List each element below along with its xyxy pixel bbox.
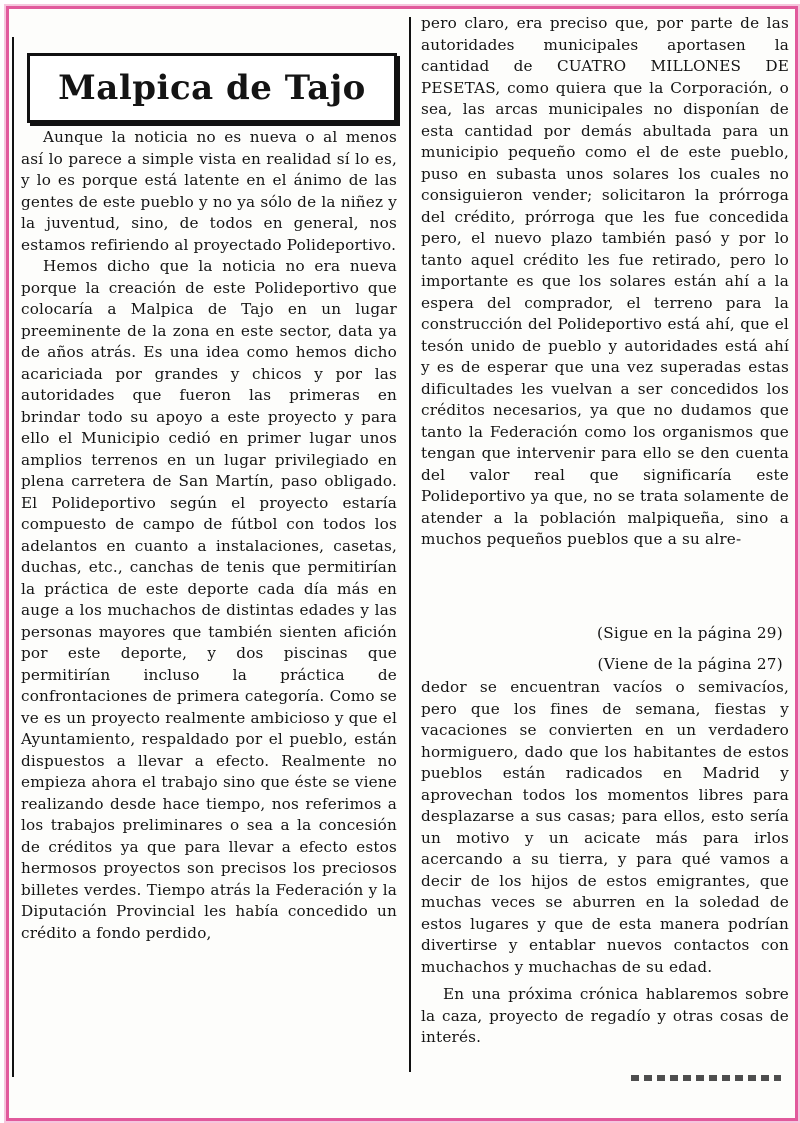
paragraph: Aunque la noticia no es nueva o al menos así lo parece a simple vista en realidad sí lo es, y lo es porque está latente en el ánimo de las gentes de este pueblo y no ya sólo de la niñez y la juventud, sino, de todos en general, nos estamos refiriendo al proyectado Polideportivo. — [21, 128, 397, 254]
right-column-top — [421, 13, 789, 551]
headline: Malpica de Tajo — [58, 68, 366, 108]
continued-on-note: (Sigue en la página 29) — [596, 624, 783, 642]
paragraph: Hemos dicho que la noticia no era nueva porque la creación de este Polideportivo que colocaría a Malpica de Tajo en un lugar preeminente de la zona en este sector, data ya de años atrás. Es una idea como hemos dicho acariciada por grandes y chicos y por las autoridades que fueron las primeras en brindar todo su apoyo a este proyecto y para ello el Municipio cedió en primer lugar unos amplios terrenos en un lugar privilegiado en plena carretera de San Martín, paso obligado. El Polideportivo según el proyecto estaría compuesto de campo de fútbol con todos los adelantos en cuanto a instalaciones, casetas, duchas, etc., canchas de tenis que permitirían la práctica de este deporte cada día más en auge a los muchachos de distintas edades y las personas mayores que también sienten afición por este deporte, y dos piscinas que permitirían incluso la práctica de confrontaciones de primera categoría. Como se ve es un proyecto realmente ambicioso y que el Ayuntamiento, respaldado por el pueblo, están dispuestos a llevar a efecto. Realmente no empieza ahora el trabajo sino que éste se viene realizando desde hace tiempo, nos referimos a los trabajos preliminares o sea a la concesión de créditos ya que para llevar a efecto estos hermosos proyectos son precisos los preciosos billetes verdes. Tiempo atrás la Federación y la Diputación Provincial les había concedido un crédito a fondo perdido, — [21, 257, 397, 942]
paragraph: dedor se encuentran vacíos o semivacíos, pero que los fines de semana, fiestas y vacaciones se convierten en un verdadero hormiguero, dado que los habitantes de estos pueblos están radicados en Madrid y aprovechan todos los momentos libres para desplazarse a sus casas; para ellos, esto sería un motivo y un acicate más para irlos acercando a su tierra, y para qué vamos a decir de los hijos de estos emigrantes, que muchas veces se aburren en la soledad de estos lugares y que de esta manera podrían divertirse y entablar nuevos contactos con muchachos y muchachas de su edad. — [421, 678, 789, 976]
cut-off-signature-mark — [631, 1075, 781, 1081]
headline-box — [27, 53, 397, 123]
paragraph: pero claro, era preciso que, por parte de las autoridades municipales aportasen la cantidad de CUATRO MILLONES DE PESETAS, como quiera que la Corporación, o sea, las arcas municipales no disponían de esta cantidad por demás abultada para un municipio pequeño como el de este pueblo, puso en subasta unos solares los cuales no consiguieron vender; solicitaron la prórroga del crédito, prórroga que les fue concedida pero, el nuevo plazo también pasó y por lo tanto aquel crédito les fue retirado, pero lo importante es que los solares están ahí a la espera del comprador, el terreno para la construcción del Polideportivo está ahí, que el tesón unido de pueblo y autoridades está ahí y es de esperar que una vez superadas estas dificultades les vuelvan a ser concedidos los créditos necesarios, ya que no dudamos que tanto la Federación como los organismos que tengan que intervenir para ello se den cuenta del valor real que significaría este Polideportivo ya que, no se trata solamente de atender a la población malpiqueña, sino a muchos pequeños pueblos que a su alre- — [421, 14, 789, 548]
column-divider — [409, 17, 411, 1072]
left-border-rule — [12, 37, 14, 1077]
left-column — [21, 127, 397, 944]
paragraph: En una próxima crónica hablaremos sobre la caza, proyecto de regadío y otras cosas de interés. — [421, 985, 789, 1046]
continued-from-note: (Viene de la página 27) — [597, 655, 783, 673]
right-column-bottom — [421, 677, 789, 1049]
newspaper-clipping — [6, 6, 798, 1121]
